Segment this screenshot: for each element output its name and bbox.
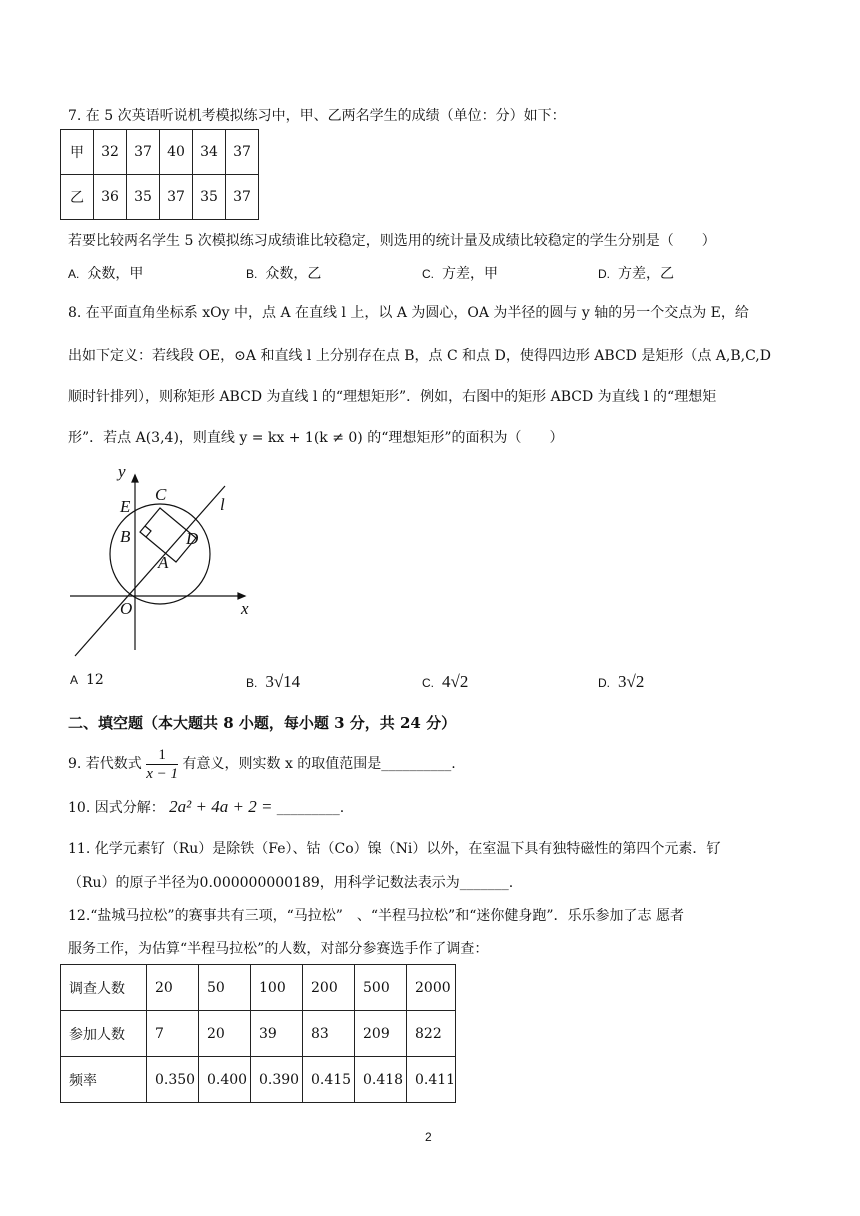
q12-line2: 服务工作，为估算“半程马拉松”的人数，对部分参赛选手作了调查： [68, 941, 489, 957]
q10-prefix: 10. 因式分解： [68, 800, 165, 816]
option-label: C. [422, 676, 434, 690]
option-label: B. [246, 676, 258, 690]
label-c: C [155, 485, 167, 504]
q7-option-a [68, 263, 143, 283]
table-cell: 2000 [407, 965, 456, 1011]
q8-figure [60, 460, 280, 665]
label-e: E [120, 497, 131, 516]
q7-cell: 32 [94, 130, 127, 175]
option-label: D. [598, 267, 610, 281]
q7-row-name: 甲 [61, 130, 94, 175]
table-cell: 500 [355, 965, 407, 1011]
table-cell: 20 [147, 965, 199, 1011]
option-text: 4√2 [442, 672, 469, 691]
table-cell: 参加人数 [61, 1011, 147, 1057]
option-text: 3√14 [265, 672, 301, 691]
option-label: B. [246, 267, 258, 281]
label-d: D [186, 529, 199, 548]
table-cell: 7 [147, 1011, 199, 1057]
q7-cell: 37 [160, 175, 193, 220]
label-y: y [118, 462, 126, 481]
table-cell: 0.350 [147, 1057, 199, 1103]
option-text: 众数，甲 [87, 266, 144, 282]
q7-option-d [598, 263, 674, 283]
q8-option-a [70, 672, 104, 688]
q10 [68, 797, 344, 817]
q9 [68, 744, 456, 784]
table-cell: 频率 [61, 1057, 147, 1103]
q7-cell: 40 [160, 130, 193, 175]
option-label: A. [68, 267, 80, 281]
option-text: 众数，乙 [265, 266, 322, 282]
q8-line3: 顺时针排列），则称矩形 ABCD 为直线 l 的“理想矩形”．例如，右图中的矩形 ABCD 为直线 l 的“理想矩 [68, 389, 717, 405]
table-cell: 200 [303, 965, 355, 1011]
table-cell: 100 [251, 965, 303, 1011]
option-text: 方差，甲 [442, 266, 498, 282]
q10-expression: 2a² + 4a + 2 = [169, 797, 277, 816]
table-cell: 822 [407, 1011, 456, 1057]
table-cell: 0.390 [251, 1057, 303, 1103]
q9-prefix: 9. 若代数式 [68, 756, 142, 772]
line-l [75, 486, 225, 656]
label-l: l [220, 495, 225, 514]
q7-cell: 35 [127, 175, 160, 220]
section-title: 二、填空题（本大题共 8 小题，每小题 3 分，共 24 分） [68, 714, 457, 732]
q7-option-b [246, 263, 321, 283]
table-cell: 0.415 [303, 1057, 355, 1103]
q8-option-d [598, 672, 644, 692]
q8-option-b [246, 672, 300, 692]
q10-blank: _________. [276, 800, 345, 816]
q7-cell: 36 [94, 175, 127, 220]
q12-survey-table [60, 964, 456, 1103]
option-text: 12 [86, 672, 104, 688]
table-cell: 50 [199, 965, 251, 1011]
right-angle-mark [145, 526, 151, 537]
q9-numerator: 1 [146, 746, 178, 765]
q9-fraction [146, 746, 178, 783]
option-label: D. [598, 676, 610, 690]
q7-option-c [422, 263, 498, 283]
page-number: 2 [425, 1130, 432, 1144]
table-cell: 0.411 [407, 1057, 456, 1103]
q9-suffix: 有意义，则实数 x 的取值范围是__________. [182, 756, 456, 772]
q7-cell: 34 [193, 130, 226, 175]
q8-option-c [422, 672, 468, 692]
label-x: x [241, 599, 249, 618]
option-text: 方差，乙 [618, 266, 674, 282]
table-cell: 0.400 [199, 1057, 251, 1103]
label-o: O [120, 599, 133, 618]
q8-line2: 出如下定义：若线段 OE，⊙A 和直线 l 上分别存在点 B，点 C 和点 D，使得四边形 ABCD 是矩形（点 A,B,C,D [68, 348, 771, 364]
q7-cell: 37 [127, 130, 160, 175]
table-cell: 39 [251, 1011, 303, 1057]
q7-cell: 35 [193, 175, 226, 220]
q8-line4: 形”．若点 A(3,4)，则直线 y = kx + 1(k ≠ 0) 的“理想矩形”的面积为（ ） [68, 430, 564, 446]
option-text: 3√2 [618, 672, 645, 691]
table-cell: 0.418 [355, 1057, 407, 1103]
table-cell: 209 [355, 1011, 407, 1057]
q8-line1: 8. 在平面直角坐标系 xOy 中，点 A 在直线 l 上，以 A 为圆心，OA 为半径的圆与 y 轴的另一个交点为 E，给 [68, 305, 749, 321]
q7-cell: 37 [226, 175, 259, 220]
label-b: B [120, 527, 131, 546]
q7-cell: 37 [226, 130, 259, 175]
q7-row-name: 乙 [61, 175, 94, 220]
option-label: C. [422, 267, 434, 281]
table-cell: 调查人数 [61, 965, 147, 1011]
q7-score-table [60, 129, 259, 220]
q7-question: 若要比较两名学生 5 次模拟练习成绩谁比较稳定，则选用的统计量及成绩比较稳定的学生分别是（ ） [68, 233, 716, 249]
q12-line1: 12.“盐城马拉松”的赛事共有三项，“马拉松” 、“半程马拉松”和“迷你健身跑”．乐乐参加了志 愿者 [68, 908, 684, 924]
label-a: A [158, 553, 169, 572]
q9-denominator: x − 1 [146, 765, 179, 782]
q11-line2: （Ru）的原子半径为0.000000000189，用科学记数法表示为_______. [68, 875, 514, 891]
q11-line1: 11. 化学元素钌（Ru）是除铁（Fe）、钴（Co）镍（Ni）以外，在室温下具有独特磁性的第四个元素．钌 [68, 841, 721, 857]
option-label: A [70, 673, 79, 687]
table-cell: 20 [199, 1011, 251, 1057]
q7-stem: 7. 在 5 次英语听说机考模拟练习中，甲、乙两名学生的成绩（单位：分）如下： [68, 108, 566, 124]
table-cell: 83 [303, 1011, 355, 1057]
y-arrow-icon [132, 475, 138, 482]
